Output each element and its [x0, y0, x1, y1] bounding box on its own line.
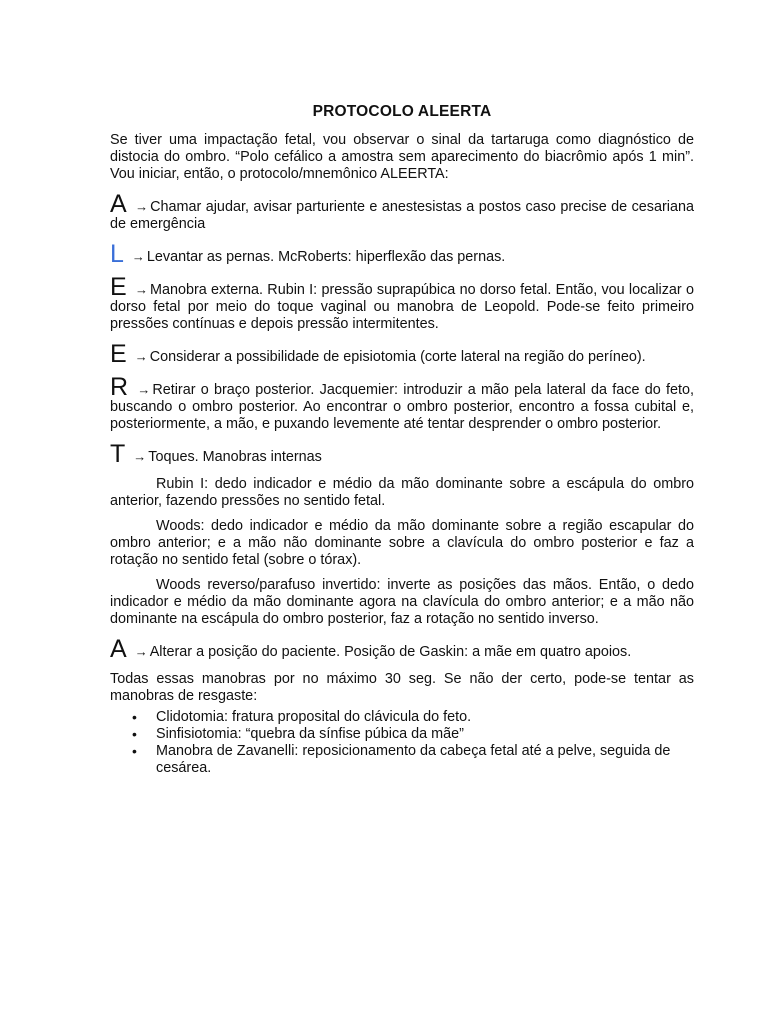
step-l-levantar — [110, 240, 694, 268]
arrow-icon: → — [131, 249, 145, 264]
mnemonic-letter: E — [110, 340, 127, 368]
mnemonic-letter: L — [110, 240, 124, 268]
step-text: Retirar o braço posterior. Jacquemier: introduzir a mão pela lateral da face do feto, buscando o ombro posterior. Ao encontrar o ombro posterior, encontro a fossa cubital e, posteriormente, a mão, e puxando levemente até tentar desprender o ombro posterior. — [110, 382, 694, 432]
step-text: Toques. Manobras internas — [148, 449, 322, 465]
bullet-icon: • — [132, 726, 137, 742]
mnemonic-letter: A — [110, 635, 127, 663]
step-text: Manobra externa. Rubin I: pressão suprapúbica no dorso fetal. Então, vou localizar o dorso fetal por meio do toque vaginal ou manobra de Leopold. Pode-se feito primeiro pressões contínuas e depois pressão intermitentes. — [110, 282, 694, 332]
mnemonic-letter: T — [110, 440, 126, 468]
arrow-icon: → — [137, 382, 151, 397]
arrow-icon: → — [135, 199, 149, 214]
arrow-icon: → — [134, 349, 148, 364]
internal-maneuver-rubin: Rubin I: dedo indicador e médio da mão dominante sobre a escápula do ombro anterior, fazendo pressões no sentido fetal. — [110, 476, 694, 509]
arrow-icon: → — [134, 644, 148, 659]
internal-maneuver-woods-reverso: Woods reverso/parafuso invertido: inverte as posições das mãos. Então, o dedo indicador e médio da mão dominante agora na clavícula do ombro anterior; e a mão não dominante na escápula do ombro posterior, faz a rotação no sentido inverso. — [110, 577, 694, 627]
rescue-list — [110, 709, 694, 777]
list-item: • Clidotomia: fratura proposital do clávicula do feto. — [132, 709, 472, 725]
step-a-chamar — [110, 190, 694, 233]
internal-maneuver-woods: Woods: dedo indicador e médio da mão dominante sobre a região escapular do ombro anterior; e a mão não dominante sobre a clavícula do ombro posterior e faz a rotação no sentido fetal (sobre o tórax). — [110, 518, 694, 568]
closing-paragraph: Todas essas manobras por no máximo 30 seg. Se não der certo, pode-se tentar as manobras de resgaste: — [110, 671, 694, 704]
step-a-alterar — [110, 635, 694, 663]
mnemonic-letter: A — [110, 190, 127, 218]
step-text: Chamar ajudar, avisar parturiente e anestesistas a postos caso precise de cesariana de emergência — [110, 199, 694, 232]
arrow-icon: → — [134, 282, 148, 297]
document-page — [110, 103, 694, 777]
intro-paragraph: Se tiver uma impactação fetal, vou observar o sinal da tartaruga como diagnóstico de distocia do ombro. “Polo cefálico a amostra sem aparecimento do biacrômio após 1 min”. Vou iniciar, então, o protocolo/mnemônico ALEERTA: — [110, 132, 694, 182]
mnemonic-letter: R — [110, 373, 129, 401]
step-text: Considerar a possibilidade de episiotomia (corte lateral na região do períneo). — [149, 349, 646, 365]
step-e-episiotomia — [110, 340, 694, 368]
bullet-icon: • — [132, 743, 137, 759]
step-e-manobra-externa — [110, 273, 694, 333]
mnemonic-letter: E — [110, 273, 127, 301]
step-text: Alterar a posição do paciente. Posição de Gaskin: a mãe em quatro apoios. — [149, 644, 632, 660]
document-title: PROTOCOLO ALEERTA — [312, 103, 492, 120]
list-item: • Manobra de Zavanelli: reposicionamento da cabeça fetal até a pelve, seguida de cesárea. — [132, 743, 671, 776]
step-text: Levantar as pernas. McRoberts: hiperflexão das pernas. — [146, 249, 506, 265]
list-item: • Sinfisiotomia: “quebra da sínfise púbica da mãe” — [132, 726, 464, 742]
step-r-retirar — [110, 373, 694, 433]
arrow-icon: → — [133, 449, 147, 464]
step-t-toques — [110, 440, 694, 468]
bullet-icon: • — [132, 709, 137, 725]
